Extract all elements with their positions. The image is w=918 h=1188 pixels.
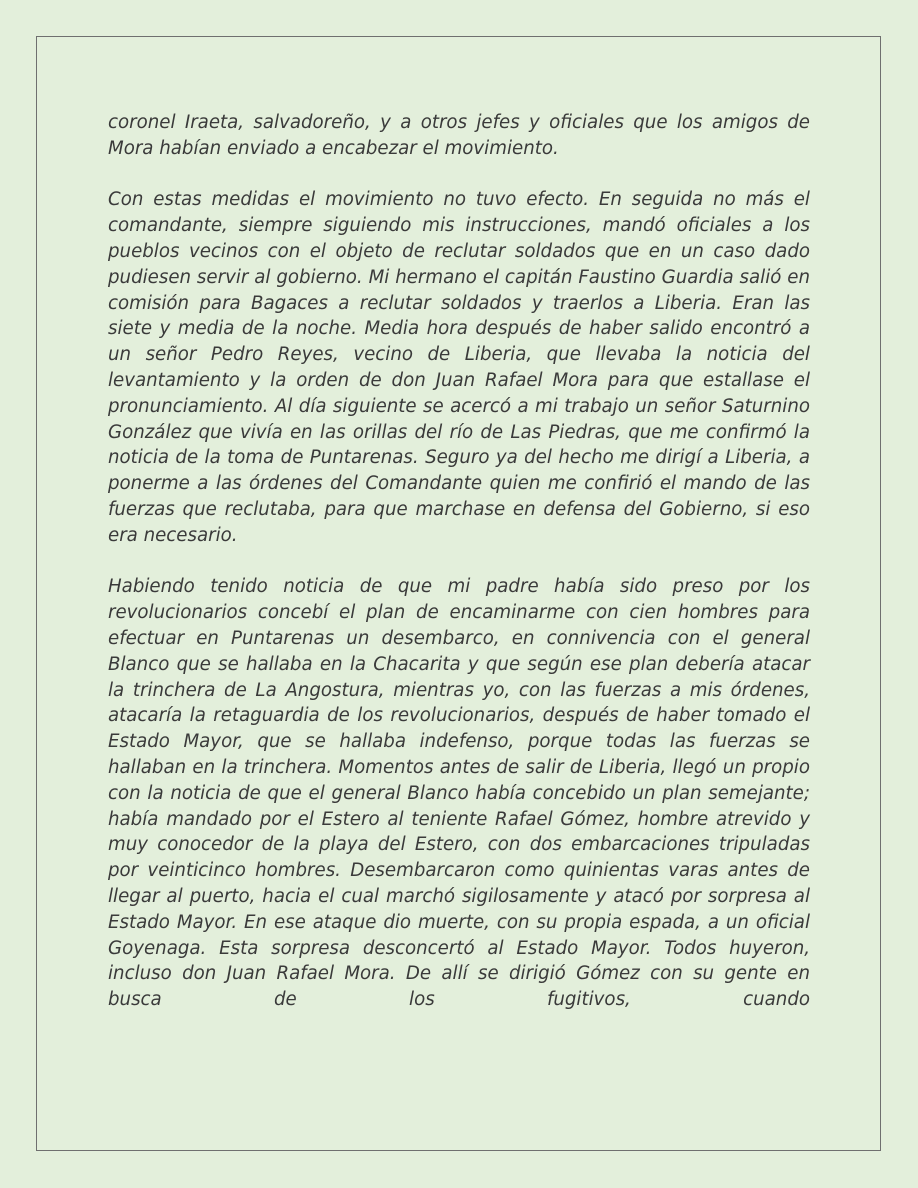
body-text — [108, 110, 810, 1013]
paragraph-1: coronel Iraeta, salvadoreño, y a otros jefes y oficiales que los amigos de Mora habían enviado a encabezar el movimiento. — [108, 112, 810, 159]
paragraph-2: Con estas medidas el movimiento no tuvo efecto. En seguida no más el comandante, siempre siguiendo mis instrucciones, mandó oficiales a los pueblos vecinos con el objeto de reclutar soldados que en un caso dado pudiesen servir al gobierno. Mi hermano el capitán Faustino Guardia salió en comisión para Bagaces a reclutar soldados y traerlos a Liberia. Eran las siete y media de la noche. Media hora después de haber salido encontró a un señor Pedro Reyes, vecino de Liberia, que llevaba la noticia del levantamiento y la orden de don Juan Rafael Mora para que estallase el pronunciamiento. Al día siguiente se acercó a mi trabajo un señor Saturnino González que vivía en las orillas del río de Las Piedras, que me confirmó la noticia de la toma de Puntarenas. Seguro ya del hecho me dirigí a Liberia, a ponerme a las órdenes del Comandante quien me confirió el mando de las fuerzas que reclutaba, para que marchase en defensa del Gobierno, si eso era necesario. — [108, 189, 810, 546]
paragraph-3: Habiendo tenido noticia de que mi padre había sido preso por los revolucionarios concebí el plan de encaminarme con cien hombres para efectuar en Puntarenas un desembarco, en connivencia con el general Blanco que se hallaba en la Chacarita y que según ese plan debería atacar la trinchera de La Angostura, mientras yo, con las fuerzas a mis órdenes, atacaría la retaguardia de los revolucionarios, después de haber tomado el Estado Mayor, que se hallaba indefenso, porque todas las fuerzas se hallaban en la trinchera. Momentos antes de salir de Liberia, llegó un propio con la noticia de que el general Blanco había concebido un plan semejante; había mandado por el Estero al teniente Rafael Gómez, hombre atrevido y muy conocedor de la playa del Estero, con dos embarcaciones tripuladas por veinticinco hombres. Desembarcaron como quinientas varas antes de llegar al puerto, hacia el cual marchó sigilosamente y atacó por sorpresa al Estado Mayor. En ese ataque dio muerte, con su propia espada, a un oficial Goyenaga. Esta sorpresa desconcertó al Estado Mayor. Todos huyeron, incluso don Juan Rafael Mora. De allí se dirigió Gómez con su gente en busca de los fugitivos, cuando — [108, 576, 810, 1011]
